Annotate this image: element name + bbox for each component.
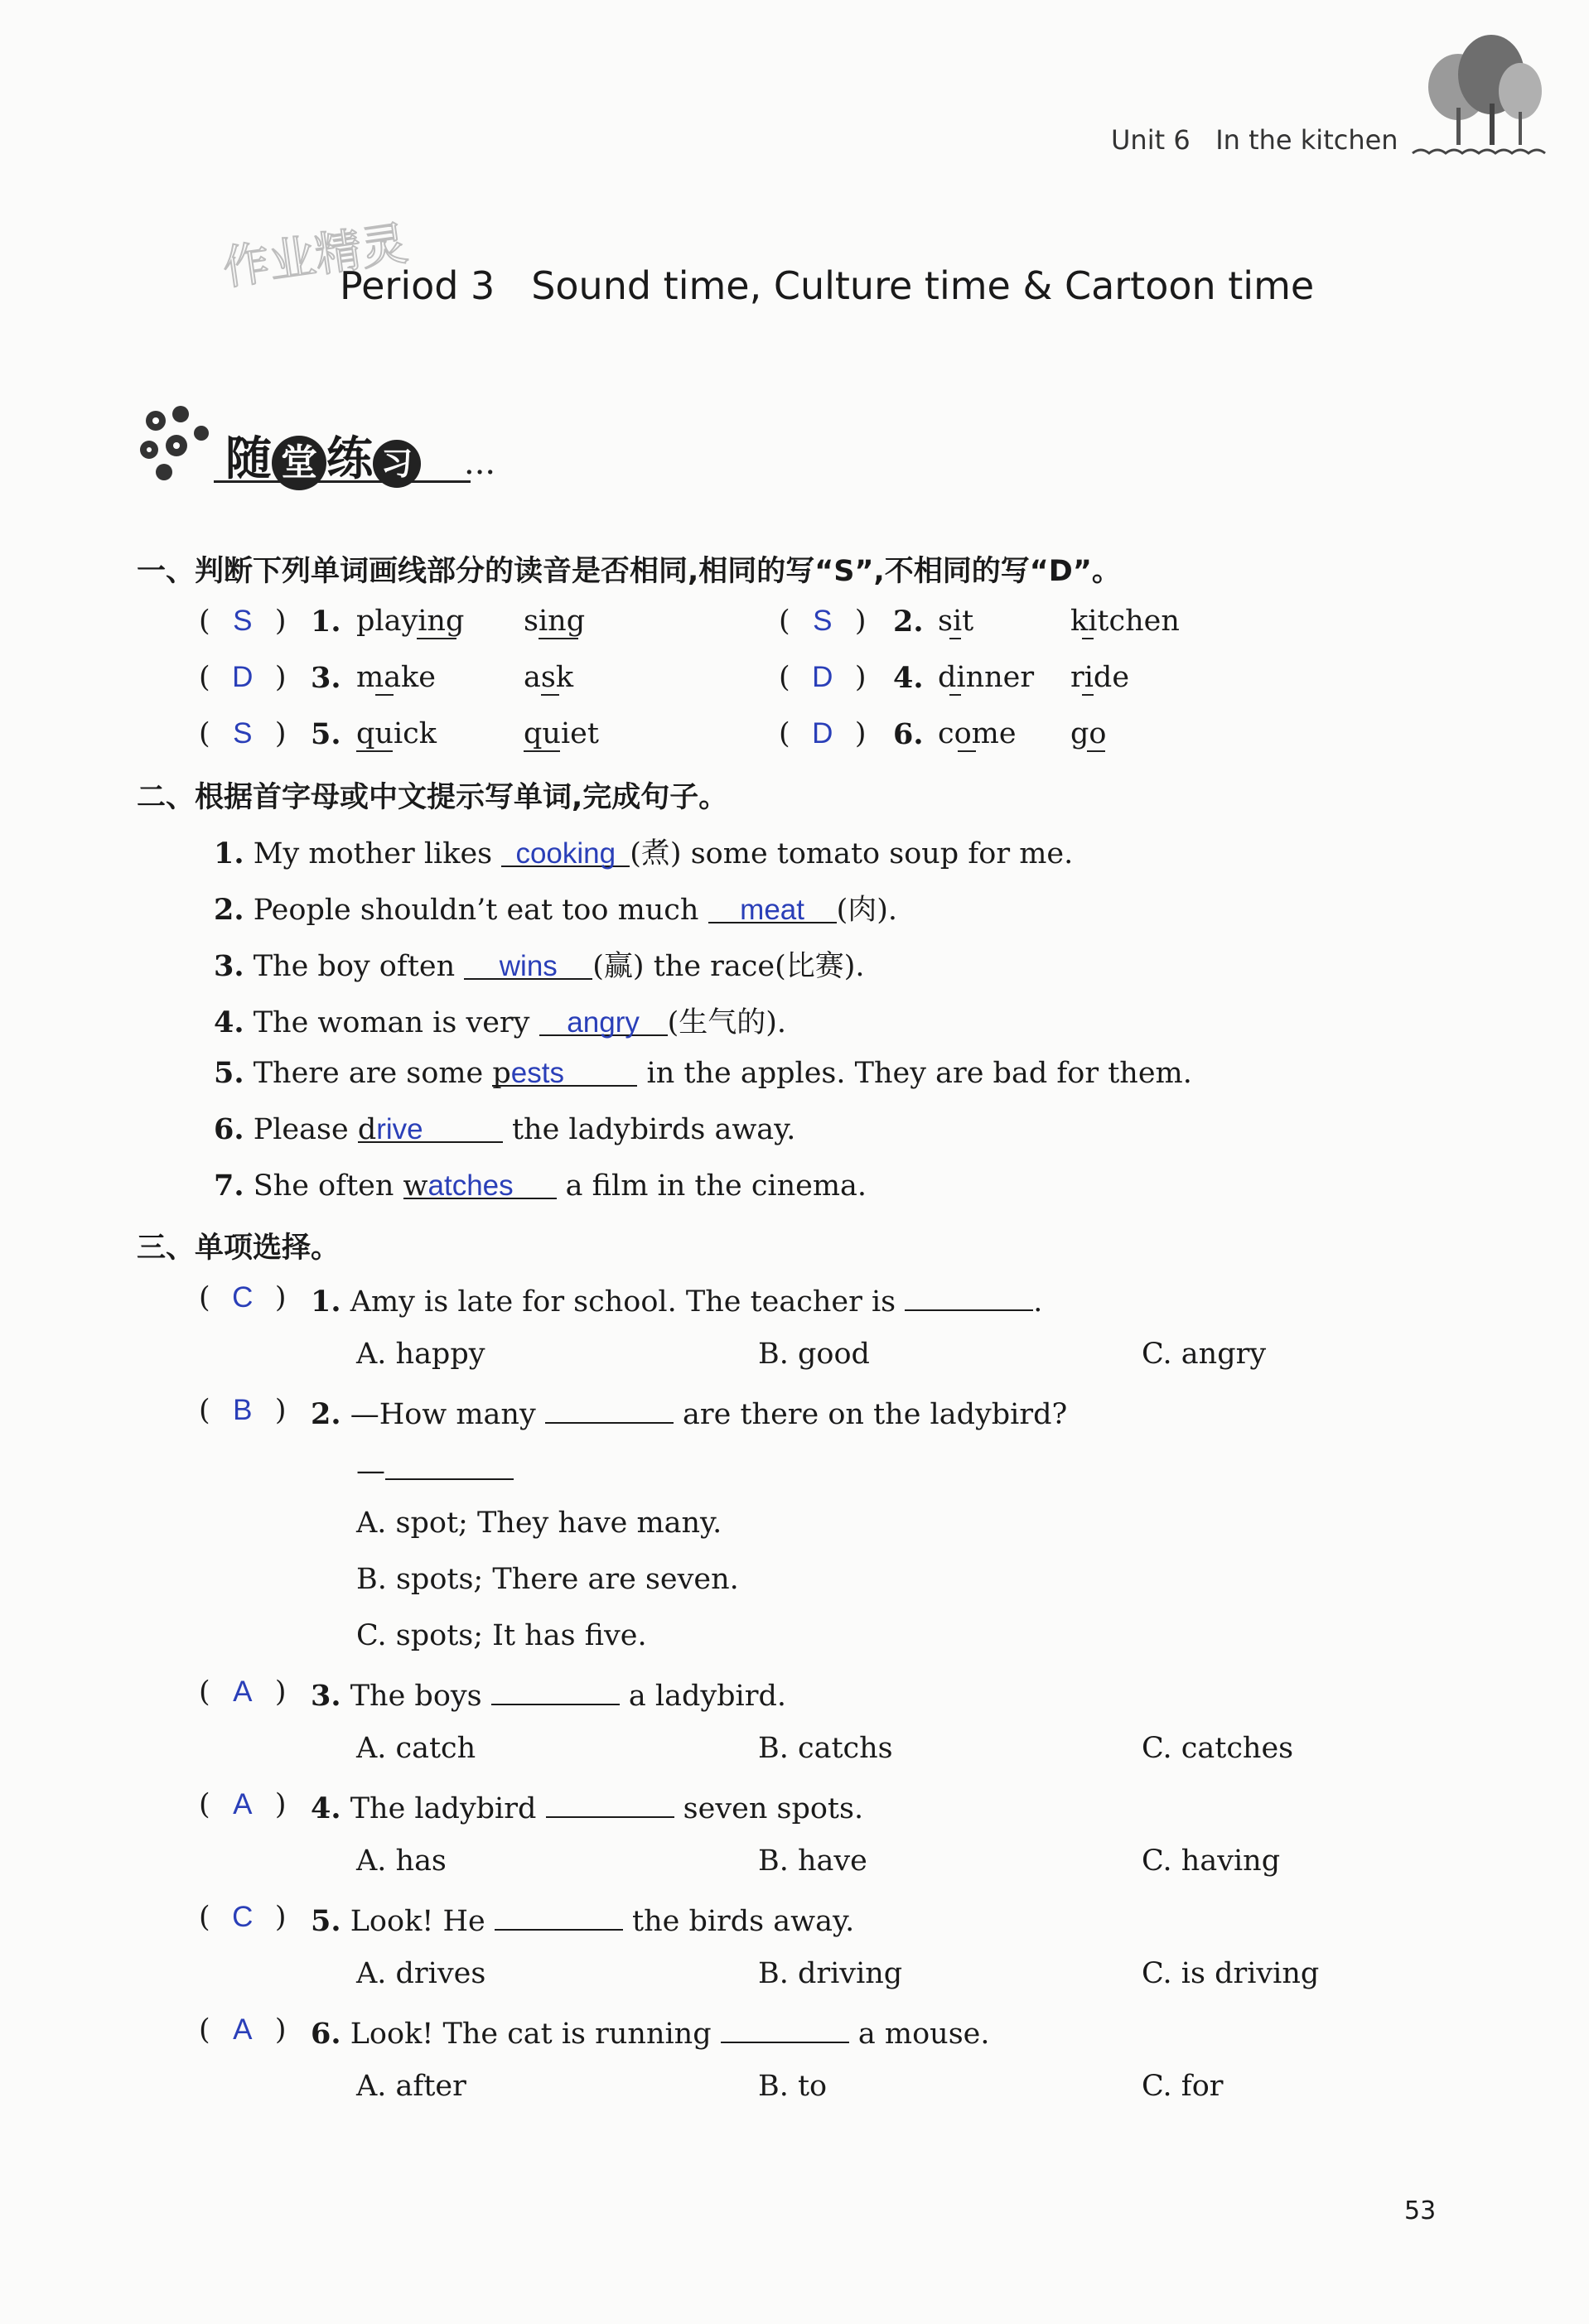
q2-answer: ( B ) <box>199 1394 287 1427</box>
answer-blank <box>385 1450 514 1480</box>
practice-char-4: 习 <box>373 440 421 488</box>
s2-item-1: 1. My mother likes cooking (煮) some tomato soup for me. <box>214 837 1074 870</box>
underline-mark <box>1082 694 1094 696</box>
q6-option-c: C. for <box>1142 2070 1224 2103</box>
answer-blank: angry <box>539 1006 668 1036</box>
q4-option-a: A. has <box>356 1844 447 1878</box>
q3-stem: 3. The boys a ladybird. <box>311 1675 786 1713</box>
s2-item-5: 5. There are some pests in the apples. They are bad for them. <box>214 1056 1192 1090</box>
s1-num-6: 6. <box>893 717 924 751</box>
q5-answer: ( C ) <box>199 1901 287 1934</box>
q1-answer: ( C ) <box>199 1281 287 1314</box>
s1-item-3: ( D ) <box>199 661 287 694</box>
tree-icon <box>1408 29 1558 162</box>
q2-option-a: A. spot; They have many. <box>356 1507 722 1540</box>
q6-option-b: B. to <box>758 2070 828 2103</box>
q6-option-a: A. after <box>356 2070 466 2103</box>
s2-item-7: 7. She often watches a film in the cinema. <box>214 1169 867 1203</box>
q5-option-b: B. driving <box>758 1957 903 1990</box>
q1-option-c: C. angry <box>1142 1338 1267 1371</box>
q4-answer: ( A ) <box>199 1788 287 1821</box>
s1-word-5a: quick <box>356 717 437 750</box>
s1-item-5: ( S ) <box>199 717 287 750</box>
q2-option-c: C. spots; It has five. <box>356 1619 647 1652</box>
s1-word-1b: sing <box>524 605 586 638</box>
s1-item-1: ( S ) <box>199 605 287 638</box>
q4-option-c: C. having <box>1142 1844 1281 1878</box>
s1-num-4: 4. <box>893 661 924 695</box>
answer-blank <box>905 1281 1033 1311</box>
answer-blank: meat <box>708 894 837 923</box>
q4-option-b: B. have <box>758 1844 867 1878</box>
q5-option-a: A. drives <box>356 1957 486 1990</box>
s1-word-1a: playing <box>356 605 465 638</box>
answer: S <box>233 605 253 637</box>
s1-num-3: 3. <box>311 661 341 695</box>
answer: D <box>812 717 833 750</box>
underline-mark <box>524 750 560 752</box>
q6-stem: 6. Look! The cat is running a mouse. <box>311 2013 990 2051</box>
underline-mark <box>539 638 578 639</box>
section3-instruction: 三、单项选择。 <box>137 1232 340 1265</box>
page-number: 53 <box>1404 2196 1437 2225</box>
s1-word-2a: sit <box>938 605 974 638</box>
answer-blank <box>545 1394 674 1424</box>
practice-char-1: 随 <box>225 432 272 486</box>
answer-blank: drive <box>358 1113 503 1143</box>
q3-answer: ( A ) <box>199 1675 287 1709</box>
s1-word-4b: ride <box>1070 661 1130 694</box>
s2-item-2: 2. People shouldn’t eat too much meat (肉). <box>214 893 898 927</box>
answer: D <box>812 661 833 693</box>
underline-mark <box>541 694 559 696</box>
answer-blank: pests <box>492 1057 637 1087</box>
underline-mark <box>1087 750 1105 752</box>
q5-option-c: C. is driving <box>1142 1957 1320 1990</box>
s1-item-2: ( S ) <box>779 605 867 638</box>
practice-char-2: 堂 <box>272 436 326 490</box>
answer-blank: watches <box>403 1169 557 1199</box>
q1-option-a: A. happy <box>356 1338 485 1371</box>
heading-underline <box>214 480 471 483</box>
s1-num-2: 2. <box>893 605 924 639</box>
s2-item-3: 3. The boy often wins (赢) the race(比赛). <box>214 949 865 983</box>
s1-word-3b: ask <box>524 661 574 694</box>
q6-answer: ( A ) <box>199 2013 287 2047</box>
s1-word-5b: quiet <box>524 717 599 750</box>
q2-option-b: B. spots; There are seven. <box>356 1563 739 1596</box>
q2-reply: — <box>356 1450 514 1487</box>
practice-char-3: 练 <box>326 432 373 486</box>
underline-mark <box>949 638 961 639</box>
s1-word-3a: make <box>356 661 436 694</box>
underline-mark <box>1082 638 1094 639</box>
answer: S <box>813 605 833 637</box>
q4-stem: 4. The ladybird seven spots. <box>311 1788 863 1825</box>
q5-stem: 5. Look! He the birds away. <box>311 1901 854 1938</box>
answer-blank: wins <box>464 950 592 980</box>
answer-blank <box>546 1788 674 1818</box>
answer: S <box>233 717 253 750</box>
section2-instruction: 二、根据首字母或中文提示写单词,完成句子。 <box>137 781 728 814</box>
s1-num-1: 1. <box>311 605 341 639</box>
s1-item-6: ( D ) <box>779 717 867 750</box>
s1-word-6a: come <box>938 717 1017 750</box>
watermark: 作业精灵 <box>220 216 412 297</box>
page-title: Period 3 Sound time, Culture time & Cartoon time <box>340 263 1315 308</box>
unit-topic: In the kitchen <box>1215 124 1398 156</box>
s1-word-4a: dinner <box>938 661 1035 694</box>
underline-mark <box>949 694 961 696</box>
underline-mark <box>958 750 976 752</box>
underline-mark <box>375 694 394 696</box>
flower-decoration-icon <box>131 396 222 487</box>
s1-item-4: ( D ) <box>779 661 867 694</box>
s2-item-6: 6. Please drive the ladybirds away. <box>214 1112 796 1146</box>
q2-stem: 2. —How many are there on the ladybird? <box>311 1394 1067 1431</box>
answer-blank: cooking <box>501 837 630 867</box>
q1-stem: 1. Amy is late for school. The teacher is . <box>311 1281 1042 1319</box>
answer-blank <box>721 2013 849 2043</box>
s2-item-4: 4. The woman is very angry (生气的). <box>214 1005 787 1039</box>
s1-num-5: 5. <box>311 717 341 751</box>
unit-label: Unit 6 <box>1111 124 1191 156</box>
underline-mark <box>417 638 456 639</box>
answer-blank <box>495 1901 623 1931</box>
header-unit <box>1111 124 1398 156</box>
answer: D <box>232 661 254 693</box>
heading-dots: ··· <box>464 454 496 492</box>
q3-option-c: C. catches <box>1142 1732 1294 1765</box>
underline-mark <box>356 750 393 752</box>
q3-option-b: B. catchs <box>758 1732 893 1765</box>
s1-word-2b: kitchen <box>1070 605 1180 638</box>
q3-option-a: A. catch <box>356 1732 476 1765</box>
answer-blank <box>491 1675 620 1705</box>
s1-word-6b: go <box>1070 717 1107 750</box>
q1-option-b: B. good <box>758 1338 870 1371</box>
section1-instruction: 一、判断下列单词画线部分的读音是否相同,相同的写“S”,不相同的写“D”。 <box>137 555 1121 588</box>
